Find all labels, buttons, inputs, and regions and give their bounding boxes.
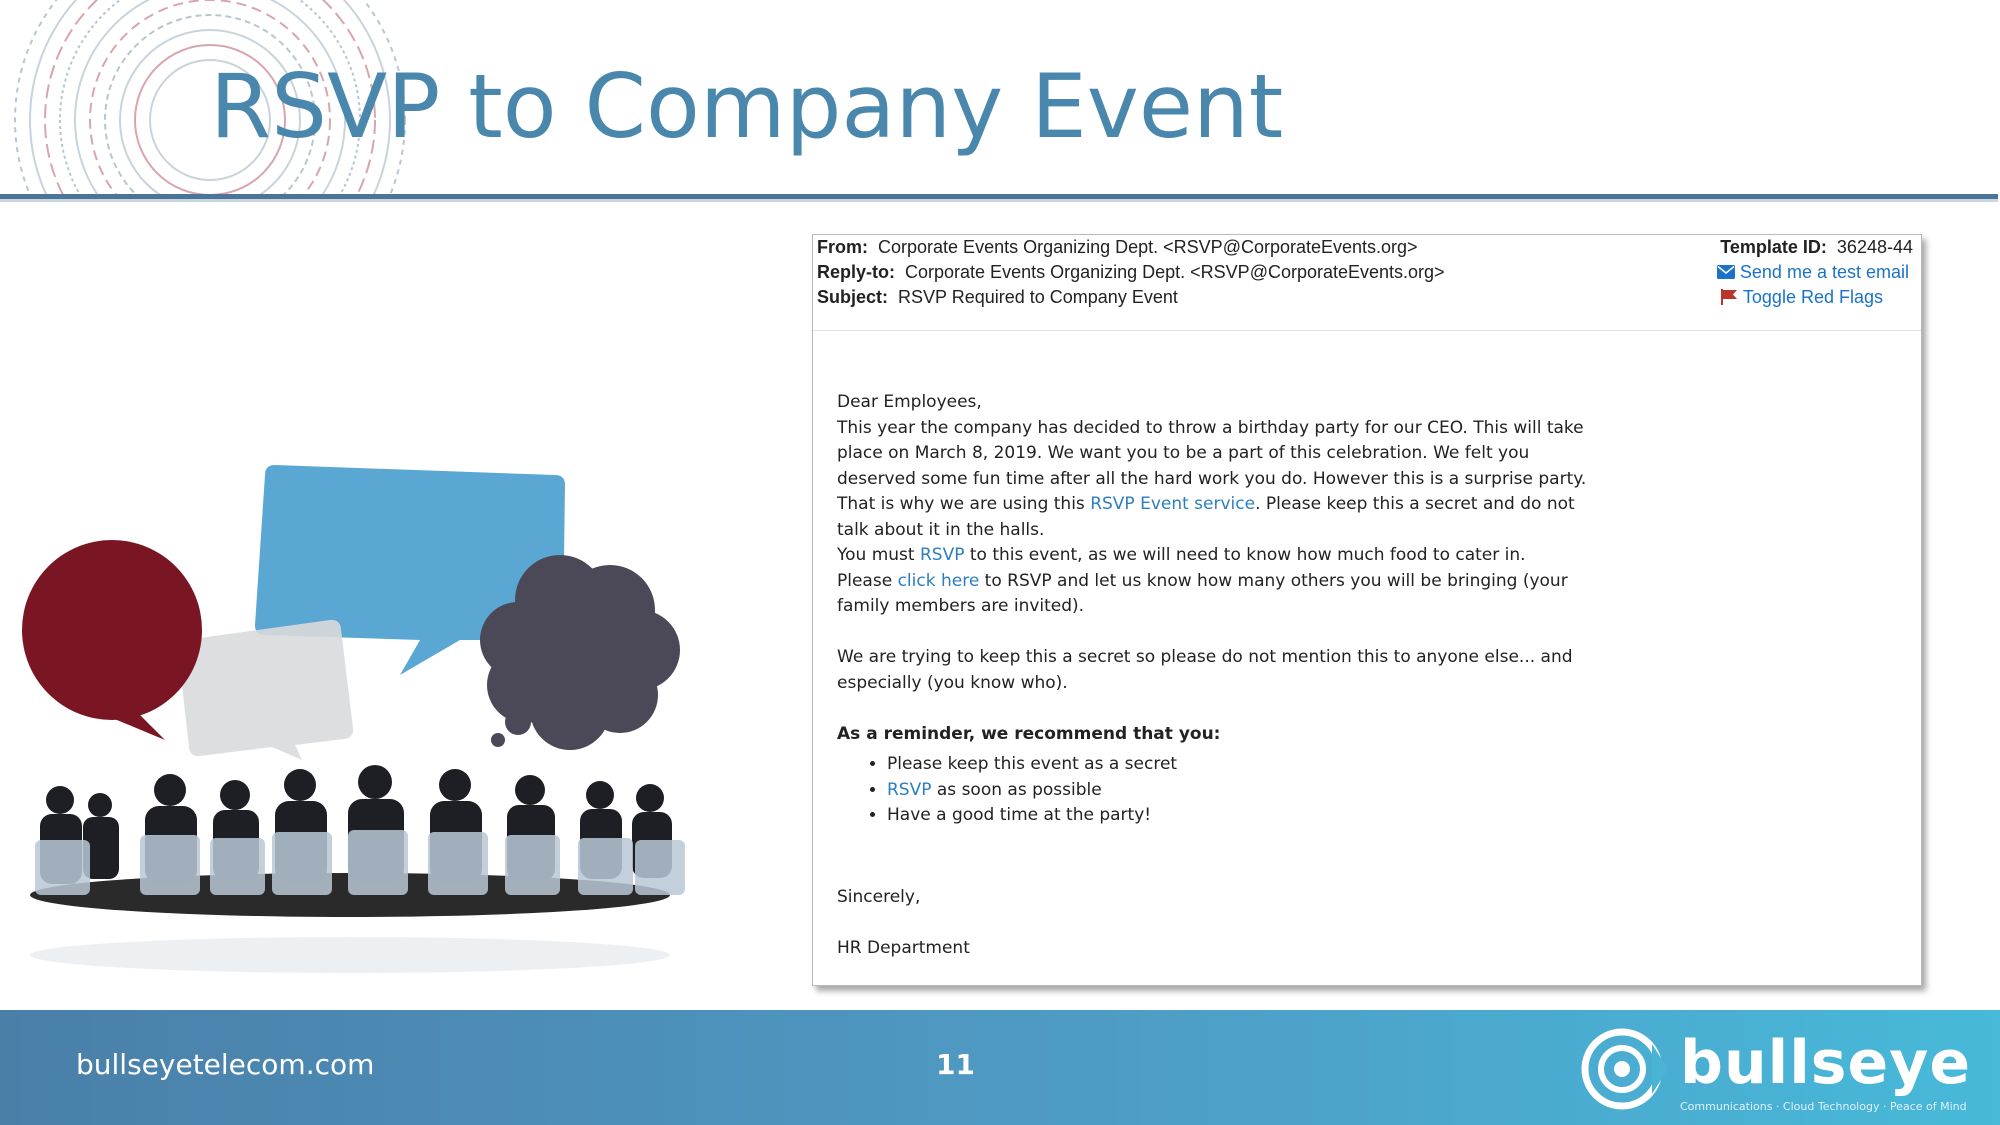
rsvp-link[interactable]: RSVP [919, 545, 965, 565]
paragraph-1 [837, 416, 1597, 544]
p3-text-b: to RSVP and let us know how many others you will be bringing (your family members are invited). [837, 570, 1568, 616]
toggle-red-flags-label[interactable]: Toggle Red Flags [1742, 287, 1883, 307]
reply-to-label: Reply-to: [817, 262, 895, 282]
footer-url: bullseyetelecom.com [76, 1048, 375, 1081]
flag-icon [1720, 288, 1738, 306]
bullet2-text: as soon as possible [931, 779, 1102, 800]
paragraph-3 [837, 569, 1597, 620]
rsvp-event-service-link[interactable]: RSVP Event service [1090, 494, 1256, 514]
reminder-heading: As a reminder, we recommend that you: [837, 723, 1221, 744]
slide-title: RSVP to Company Event [210, 55, 1284, 158]
paragraph-4: We are trying to keep this a secret so please do not mention this to anyone else... and especially (you know who). [837, 647, 1573, 693]
from-value: Corporate Events Organizing Dept. <RSVP@CorporateEvents.org> [878, 237, 1418, 257]
subject-row [817, 287, 1178, 308]
bullseye-target-icon [1580, 1024, 1670, 1114]
template-id-value: 36248-44 [1836, 237, 1913, 257]
bullseye-logo [1580, 1024, 1980, 1119]
send-test-email-label[interactable]: Send me a test email [1739, 262, 1909, 282]
sign-off: Sincerely, [837, 886, 921, 907]
click-here-link[interactable]: click here [897, 570, 980, 591]
from-label: From: [817, 237, 868, 257]
red-speech-bubble [22, 540, 202, 720]
from-row [817, 237, 1418, 258]
greeting: Dear Employees, [837, 392, 982, 412]
signature: HR Department [837, 937, 970, 958]
grey-speech-bubble [178, 620, 353, 760]
reply-to-value: Corporate Events Organizing Dept. <RSVP@CorporateEvents.org> [905, 262, 1445, 282]
title-divider-shadow [0, 199, 1998, 202]
reminder-list [837, 752, 1597, 829]
footer-bar [0, 1010, 2000, 1125]
template-id-label: Template ID: [1720, 237, 1827, 257]
p3-text-a: Please [837, 570, 898, 591]
list-item: • Have a good time at the party! [887, 803, 1597, 829]
subject-value: RSVP Required to Company Event [898, 287, 1178, 307]
list-item [887, 778, 1597, 804]
template-id [1720, 237, 1913, 258]
meeting-illustration [10, 460, 710, 1000]
send-test-email-link[interactable] [1717, 262, 1909, 283]
envelope-icon [1717, 265, 1735, 279]
page-number: 11 [936, 1048, 975, 1081]
p2-text-b: to this event, as we will need to know how much food to cater in. [964, 545, 1526, 565]
email-preview [812, 234, 1922, 986]
header-divider [813, 330, 1921, 331]
p2-text-a: You must [837, 545, 920, 565]
reply-to-row [817, 262, 1445, 283]
p1-text-a: This year the company has decided to throw a birthday party for our CEO. This will take place on March 8, 2019. We want you to be a part of this celebration. We felt you deserved some fun time after all the hard work you do. However this is a surprise party. That is why we are using this [837, 417, 1587, 514]
logo-tagline: Communications · Cloud Technology · Peace of Mind [1680, 1100, 1967, 1113]
list-item: • Please keep this event as a secret [887, 752, 1597, 778]
toggle-red-flags-link[interactable] [1720, 287, 1883, 308]
rsvp-list-link[interactable]: RSVP [887, 779, 932, 800]
email-body [837, 390, 1597, 961]
p1-text-b: . Please keep this a secret and do not talk about it in the halls. [837, 494, 1575, 540]
logo-wordmark: bullseye [1680, 1028, 1972, 1098]
subject-label: Subject: [817, 287, 889, 307]
paragraph-2 [837, 543, 1597, 569]
